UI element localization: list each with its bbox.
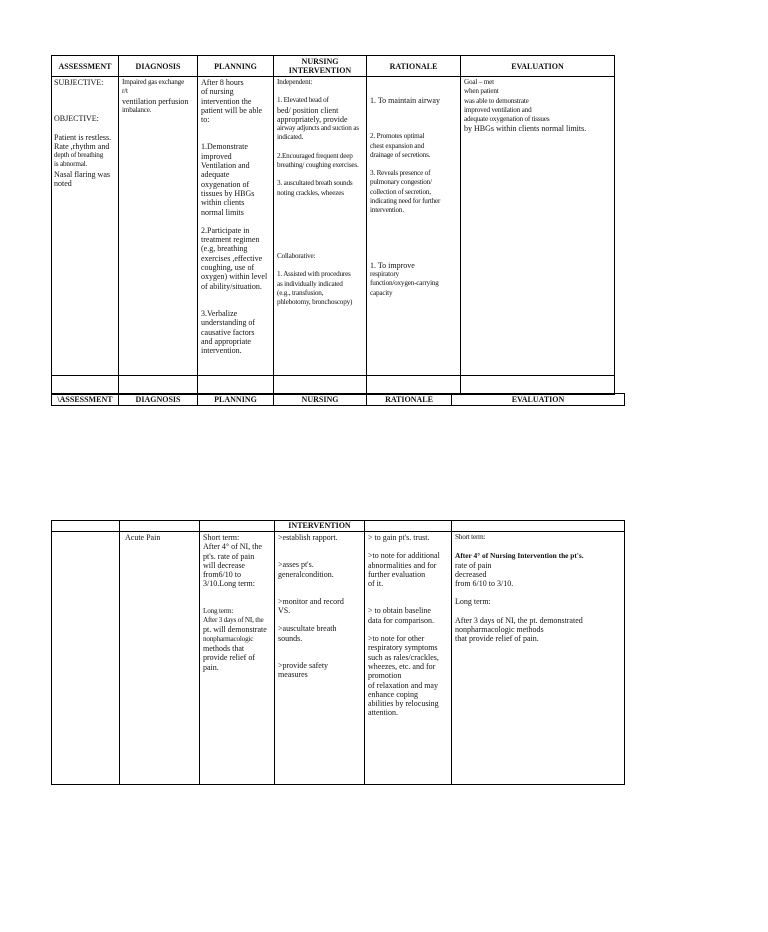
rationale-line: function/oxygen-carrying <box>370 279 439 288</box>
planning-line: intervention the <box>201 96 252 106</box>
planning-line: of ability/situation. <box>201 281 262 291</box>
intervention-cell <box>274 77 367 376</box>
assessment-line: Rate ,rhythm and <box>54 141 110 151</box>
independent-label: Independent: <box>277 78 313 86</box>
header-intervention: INTERVENTION <box>275 521 365 532</box>
planning-line: adequate <box>201 170 230 180</box>
planning-line: Ventilation and <box>201 161 250 171</box>
evaluation-line: adequate oxygenation of tissues <box>464 115 550 124</box>
evaluation-line: from 6/10 to 3/10. <box>455 579 514 589</box>
intervention-line: appropriately, provide <box>277 114 348 124</box>
intervention-line: >monitor and record <box>278 596 344 606</box>
header-nursing-intervention: NURSING INTERVENTION <box>274 56 367 77</box>
evaluation-line: that provide relief of pain. <box>455 634 539 644</box>
evaluation-line: by HBGs within clients normal limits. <box>464 124 587 134</box>
planning-line: Short term: <box>203 533 240 542</box>
planning-line: pain. <box>203 662 219 672</box>
rationale-line: data for comparison. <box>368 615 434 625</box>
rationale-line: >to note for other <box>368 634 425 644</box>
care-plan-table-2-header <box>51 393 625 406</box>
planning-line: 3.Verbalize <box>201 308 238 318</box>
rationale-cell <box>367 77 461 376</box>
evaluation-line: After 4° of Nursing Intervention the pt's. <box>455 551 584 561</box>
rationale-line: such as rales/crackles, <box>368 652 439 662</box>
intervention-line: >establish rapport. <box>278 533 338 542</box>
intervention-line: airway adjuncts and suction as <box>277 124 359 133</box>
planning-line: nonpharmacologic <box>203 634 254 643</box>
assessment-line: Patient is restless. <box>54 132 112 142</box>
intervention-line: breathing/ coughing exercises. <box>277 161 359 170</box>
header-rationale: RATIONALE <box>367 394 452 406</box>
diagnosis-line: ventilation perfusion <box>122 96 189 106</box>
intervention-cell <box>275 532 365 785</box>
evaluation-line: Short term: <box>455 533 486 541</box>
rationale-line: abnormalities and for <box>368 560 437 570</box>
care-plan-row <box>52 77 615 376</box>
header-assessment: \ASSESSMENT <box>52 394 119 406</box>
header-nursing: NURSING <box>274 394 367 406</box>
planning-line: oxygenation of <box>201 179 250 189</box>
evaluation-line: improved ventilation and <box>464 105 532 114</box>
planning-line: and appropriate <box>201 336 251 346</box>
planning-line: After 3 days of NI, the <box>203 616 264 625</box>
rationale-line: 1. To maintain airway <box>370 96 440 105</box>
evaluation-line: nonpharmacologic methods <box>455 625 544 635</box>
planning-line: of nursing <box>201 87 234 97</box>
header-evaluation: EVALUATION <box>461 56 615 77</box>
diagnosis-line: Impaired gas exchange <box>122 78 185 86</box>
rationale-line: respiratory <box>370 269 399 278</box>
intervention-line: phlebotomy, bronchoscopy) <box>277 298 353 307</box>
header-row <box>52 56 615 77</box>
subjective-label: SUBJECTIVE: <box>54 78 104 87</box>
planning-line: Long term: <box>203 606 234 615</box>
care-plan-row <box>52 532 625 785</box>
planning-cell <box>200 532 275 785</box>
planning-line: 2.Participate in <box>201 225 250 235</box>
assessment-line: noted <box>54 179 72 189</box>
evaluation-line: decreased <box>455 569 487 579</box>
intervention-line: generalcondition. <box>278 569 334 579</box>
rationale-cell <box>365 532 452 785</box>
planning-line: (e.g, breathing <box>201 244 248 254</box>
rationale-line: >to note for additional <box>368 551 440 561</box>
rationale-line: collection of secretion, <box>370 187 431 196</box>
evaluation-cell <box>461 77 615 376</box>
header-planning: PLANNING <box>198 394 274 406</box>
intervention-line: bed/ position client <box>277 105 339 115</box>
intervention-line: >asses pt's. <box>278 560 314 570</box>
planning-line: coughing, use of <box>201 263 255 273</box>
assessment-cell <box>52 532 120 785</box>
rationale-line: 1. To improve <box>370 260 415 270</box>
diagnosis-cell <box>119 77 198 376</box>
assessment-line: depth of breathing <box>54 151 104 160</box>
rationale-line: wheezes, etc. and for <box>368 661 436 671</box>
planning-line: within clients <box>201 198 245 208</box>
diagnosis-line: imbalance. <box>122 105 152 114</box>
rationale-line: > to gain pt's. trust. <box>368 533 430 542</box>
planning-line: causative factors <box>201 327 255 337</box>
objective-label: OBJECTIVE: <box>54 114 99 124</box>
rationale-line: attention. <box>368 708 398 718</box>
header-assessment: ASSESSMENT <box>52 56 119 77</box>
intervention-line: 2.Encouraged frequent deep <box>277 151 353 160</box>
evaluation-line: After 3 days of NI, the pt. demonstrated <box>455 615 583 625</box>
header-diagnosis: DIAGNOSIS <box>119 56 198 77</box>
planning-line: tissues by HBGs <box>201 188 255 198</box>
rationale-line: > to obtain baseline <box>368 606 431 616</box>
diagnosis-line: r/t <box>122 87 128 96</box>
header-diagnosis: DIAGNOSIS <box>119 394 198 406</box>
rationale-line: further evaluation <box>368 569 426 579</box>
rationale-line: of relaxation and may <box>368 680 438 690</box>
evaluation-line: Goal – met <box>464 78 494 86</box>
header-evaluation: EVALUATION <box>452 394 625 406</box>
rationale-line: pulmonary congestion/ <box>370 178 432 187</box>
rationale-line: intervention. <box>370 206 404 215</box>
planning-line: After 4° of NI, the <box>203 542 262 552</box>
collaborative-label: Collaborative: <box>277 251 316 260</box>
rationale-line: capacity <box>370 288 393 297</box>
header-row <box>52 521 625 532</box>
intervention-line: indicated. <box>277 133 304 142</box>
intervention-line: measures <box>278 670 308 680</box>
intervention-line: as individually indicated <box>277 279 343 288</box>
planning-line: intervention. <box>201 346 242 356</box>
assessment-line: is abnormal. <box>54 160 88 169</box>
evaluation-cell <box>452 532 625 785</box>
planning-line: treatment regimen <box>201 235 260 245</box>
planning-line: provide relief of <box>203 653 255 663</box>
planning-line: 1.Demonstrate <box>201 142 248 152</box>
evaluation-line: was able to demonstrate <box>464 96 529 105</box>
planning-line: to: <box>201 115 210 125</box>
rationale-line: enhance coping <box>368 689 418 699</box>
intervention-line: >auscultate breath <box>278 624 337 634</box>
planning-line: methods that <box>203 643 245 653</box>
intervention-line: 1. Elevated head of <box>277 96 329 105</box>
intervention-line: noting crackles, wheezes <box>277 188 344 197</box>
planning-line: pt. will demonstrate <box>203 625 267 635</box>
evaluation-line: when patient <box>464 87 499 96</box>
planning-line: normal limits <box>201 207 244 217</box>
header-rationale: RATIONALE <box>367 56 461 77</box>
evaluation-line: Long term: <box>455 597 491 607</box>
rationale-line: 2. Promotes optimal <box>370 132 425 141</box>
planning-line: understanding of <box>201 318 255 328</box>
intervention-line: 1. Assisted with procedures <box>277 270 351 279</box>
header-planning: PLANNING <box>198 56 274 77</box>
rationale-line: indicating need for further <box>370 197 441 206</box>
rationale-line: chest expansion and <box>370 141 425 150</box>
rationale-line: of it. <box>368 579 384 589</box>
evaluation-line: rate of pain <box>455 560 492 570</box>
assessment-cell <box>52 77 119 376</box>
intervention-line: (e.g., transfusion, <box>277 288 324 297</box>
intervention-line: 3. auscultated breath sounds <box>277 179 353 188</box>
intervention-line: VS. <box>278 606 291 616</box>
intervention-line: sounds. <box>278 633 303 643</box>
planning-line: patient will be able <box>201 105 263 115</box>
rationale-line: respiratory symptoms <box>368 643 438 653</box>
assessment-line: Nasal flaring was <box>54 169 110 179</box>
planning-line: improved <box>201 151 232 161</box>
rationale-line: drainage of secretions. <box>370 150 431 159</box>
header-row <box>52 394 625 406</box>
intervention-line: >provide safety <box>278 661 329 671</box>
diagnosis-text: Acute Pain <box>125 533 161 542</box>
diagnosis-cell <box>120 532 200 785</box>
rationale-line: abilities by relocusing <box>368 699 439 709</box>
rationale-line: promotion <box>368 671 402 681</box>
planning-line: pt's. rate of pain <box>203 551 255 561</box>
rationale-line: 3. Reveals presence of <box>370 169 431 178</box>
empty-row <box>52 376 615 395</box>
care-plan-table-1 <box>51 55 615 395</box>
planning-line: oxygen) within level <box>201 272 268 282</box>
planning-line: exercises ,effective <box>201 253 263 263</box>
planning-cell <box>198 77 274 376</box>
planning-line: 3/10.Long term: <box>203 579 255 589</box>
planning-line: from6/10 to <box>203 570 241 580</box>
care-plan-table-3 <box>51 520 625 785</box>
planning-line: will decrease <box>203 560 245 570</box>
planning-line: After 8 hours <box>201 78 244 87</box>
